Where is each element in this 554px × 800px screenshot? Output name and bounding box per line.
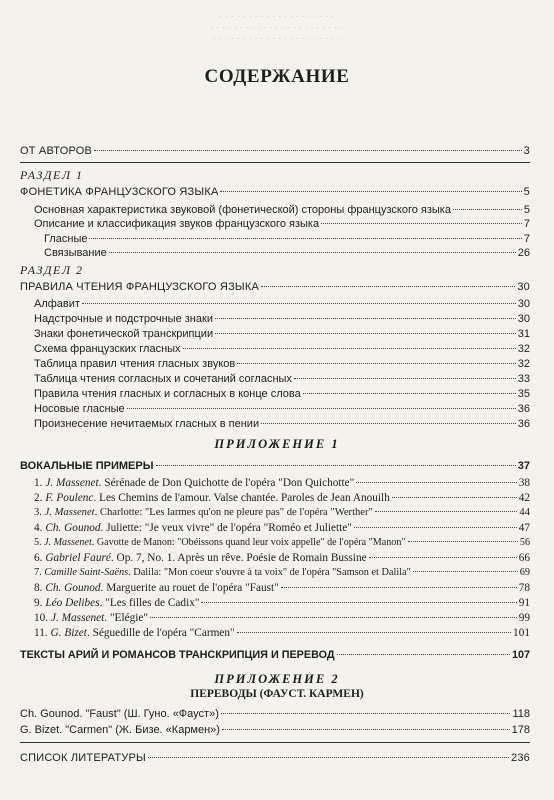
composer: Léo Delibes: [45, 597, 100, 609]
composer: Ch. Gounod: [45, 582, 101, 594]
toc-entry-vocal-examples[interactable]: ВОКАЛЬНЫЕ ПРИМЕРЫ 37: [20, 460, 530, 472]
toc-entry-reading-rules[interactable]: ПРАВИЛА ЧТЕНИЯ ФРАНЦУЗСКОГО ЯЗЫКА 30: [20, 281, 530, 293]
composer: Ch. Gounod: [45, 522, 101, 534]
vocal-example[interactable]: 1. J. Massenet. Sérénade de Don Quichotte de l'opéra "Don Quichotte" 38: [34, 477, 530, 489]
toc-entry[interactable]: Носовые гласные 36: [34, 403, 530, 415]
composer: Camille Saint-Saëns: [44, 567, 129, 578]
page-title: СОДЕРЖАНИЕ: [204, 66, 350, 87]
toc-entry[interactable]: Основная характеристика звуковой (фонетической) стороны французского языка 5: [34, 204, 530, 216]
toc-entry[interactable]: Произнесение нечитаемых гласных в пении 36: [34, 418, 530, 430]
toc-entry-phonetics[interactable]: ФОНЕТИКА ФРАНЦУЗСКОГО ЯЗЫКА 5: [20, 186, 530, 198]
appendix-2-label: ПРИЛОЖЕНИЕ 2: [214, 672, 340, 686]
show-through-text: · · · · · · · · · · · · · · · · · · · · · · · · · · · · · · · · · · · · · · · · · · · · · · · · · · · · · · · · · · · · · · · · ·: [210, 12, 344, 43]
vocal-example[interactable]: 5. J. Massenet. Gavotte de Manon: "Obéissons quand leur voix appelle" de l'opéra "Manon" 56: [34, 537, 530, 548]
composer: F. Poulenc: [45, 492, 94, 504]
toc-entry-faust[interactable]: Ch. Gounod. "Faust" (Ш. Гуно. «Фауст») 118: [20, 708, 530, 720]
toc-entry-bibliography[interactable]: СПИСОК ЛИТЕРАТУРЫ 236: [20, 752, 530, 764]
composer: J. Massenet: [44, 507, 95, 518]
divider: [20, 162, 530, 163]
vocal-example[interactable]: 2. F. Poulenc. Les Chemins de l'amour. Valse chantée. Paroles de Jean Anouilh 42: [34, 492, 530, 504]
toc-entry-carmen[interactable]: G. Bizet. "Carmen" (Ж. Бизе. «Кармен») 178: [20, 724, 530, 736]
section-label-2: РАЗДЕЛ 2: [20, 263, 84, 277]
toc-entry[interactable]: Знаки фонетической транскрипции 31: [34, 328, 530, 340]
vocal-example[interactable]: 9. Léo Delibes. "Les filles de Cadix" 91: [34, 597, 530, 609]
toc-entry[interactable]: Алфавит 30: [34, 298, 530, 310]
toc-entry[interactable]: Связывание 26: [44, 247, 530, 259]
vocal-example[interactable]: 8. Ch. Gounod. Marguerite au rouet de l'opéra "Faust" 78: [34, 582, 530, 594]
vocal-example[interactable]: 11. G. Bizet. Séguedille de l'opéra "Carmen" 101: [34, 627, 530, 639]
composer: J. Massenet: [44, 537, 92, 548]
toc-entry-authors[interactable]: ОТ АВТОРОВ 3: [20, 145, 530, 157]
appendix-2-title: ПЕРЕВОДЫ (ФАУСТ. КАРМЕН): [190, 688, 364, 700]
vocal-example[interactable]: 10. J. Massenet. "Elégie" 99: [34, 612, 530, 624]
section-label-1: РАЗДЕЛ 1: [20, 168, 84, 182]
toc-entry-lyrics[interactable]: ТЕКСТЫ АРИЙ И РОМАНСОВ ТРАНСКРИПЦИЯ И ПЕРЕВОД 107: [20, 649, 530, 661]
toc-entry[interactable]: Таблица правил чтения гласных звуков 32: [34, 358, 530, 370]
toc-entry[interactable]: Надстрочные и подстрочные знаки 30: [34, 313, 530, 325]
composer: J. Massenet: [45, 477, 99, 489]
composer: J. Massenet: [50, 612, 105, 624]
vocal-example[interactable]: 4. Ch. Gounod. Juliette: "Je veux vivre" de l'opéra "Roméo et Juliette" 47: [34, 522, 530, 534]
vocal-example[interactable]: 7. Camille Saint-Saëns. Dalila: "Mon coeur s'ouvre à ta voix" de l'opéra "Samson et Dalila" 69: [34, 567, 530, 578]
composer: G. Bizet: [50, 627, 87, 639]
toc-entry[interactable]: Гласные 7: [44, 233, 530, 245]
divider: [20, 742, 530, 743]
composer: Gabriel Fauré: [45, 552, 111, 564]
toc-entry[interactable]: Схема французских гласных 32: [34, 343, 530, 355]
vocal-example[interactable]: 3. J. Massenet. Charlotte: "Les larmes qu'on ne pleure pas" de l'opéra "Werther" 44: [34, 507, 530, 518]
appendix-1-label: ПРИЛОЖЕНИЕ 1: [214, 437, 340, 451]
toc-entry[interactable]: Правила чтения гласных и согласных в конце слова 35: [34, 388, 530, 400]
vocal-example[interactable]: 6. Gabriel Fauré. Op. 7, No. 1. Après un rêve. Poésie de Romain Bussine 66: [34, 552, 530, 564]
toc-entry[interactable]: Таблица чтения согласных и сочетаний согласных 33: [34, 373, 530, 385]
dot-leader: [94, 150, 522, 151]
toc-entry[interactable]: Описание и классификация звуков французского языка 7: [34, 218, 530, 230]
